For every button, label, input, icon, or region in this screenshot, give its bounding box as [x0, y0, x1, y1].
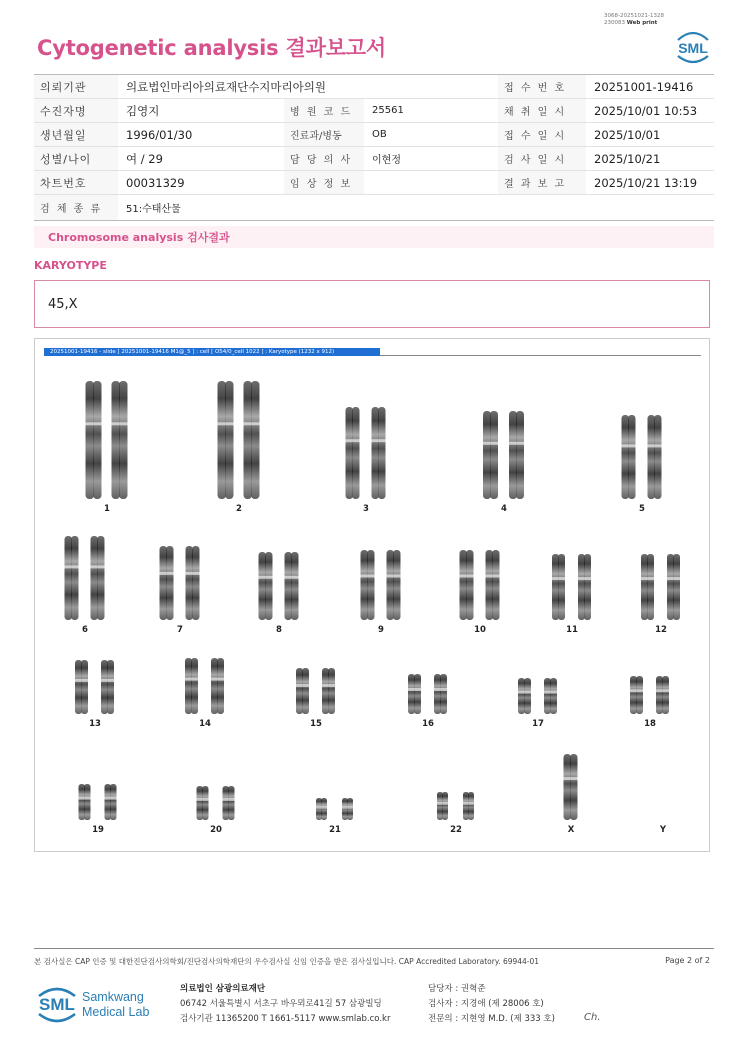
chromosome-label-14: 14 [199, 719, 211, 729]
chromosome-17 [544, 678, 558, 714]
info-row [34, 171, 714, 195]
chromosome-19 [79, 784, 92, 820]
chromosome-8 [259, 552, 274, 620]
chromosome-20 [223, 786, 236, 820]
chromosome-X [564, 754, 579, 820]
value-test-date: 2025/10/21 [594, 151, 661, 166]
karyotype-result: 45,X [34, 280, 710, 328]
value-hospital-code: 25561 [372, 105, 404, 116]
chromosome-18 [630, 676, 644, 714]
chromosome-19 [105, 784, 118, 820]
chromosome-11 [552, 554, 566, 620]
report-title: Cytogenetic analysis 결과보고서 [37, 36, 386, 60]
label-sex-age: 성별/나이 [34, 147, 118, 170]
chromosome-22 [437, 792, 449, 820]
chromosome-8 [285, 552, 300, 620]
label-patient-name: 수진자명 [34, 99, 118, 122]
value-patient-name: 김영지 [126, 103, 160, 118]
label-result-report: 결 과 보 고 [498, 171, 586, 194]
chromosome-1 [112, 381, 129, 499]
samkwang-logo [36, 980, 166, 1028]
chromosome-3 [346, 407, 361, 499]
label-receipt-date: 접 수 일 시 [498, 123, 586, 146]
label-collection-date: 채 취 일 시 [498, 99, 586, 122]
chromosome-7 [160, 546, 175, 620]
chromosome-7 [186, 546, 201, 620]
info-row [34, 123, 714, 147]
value-receipt-date: 2025/10/01 [594, 127, 661, 142]
chromosome-14 [185, 658, 199, 714]
karyotype-label: KARYOTYPE [34, 259, 107, 272]
value-result-report: 2025/10/21 13:19 [594, 175, 698, 190]
value-chart-number: 00031329 [126, 175, 185, 190]
label-clinical-info: 임 상 정 보 [284, 171, 364, 194]
info-row [34, 195, 714, 221]
samkwang-logo-line2: Medical Lab [82, 1005, 150, 1019]
label-physician: 담 당 의 사 [284, 147, 364, 170]
chromosome-label-12: 12 [655, 625, 667, 635]
chromosome-4 [483, 411, 499, 499]
chromosome-11 [578, 554, 592, 620]
chromosome-9 [361, 550, 376, 620]
signature: Ch. [584, 1012, 601, 1023]
chromosome-4 [509, 411, 525, 499]
chromosome-label-15: 15 [310, 719, 322, 729]
chromosome-label-1: 1 [104, 504, 110, 514]
chromosome-label-2: 2 [236, 504, 242, 514]
karyogram-title-divider [380, 355, 701, 356]
staff-in-charge: 담당자 : 권혁준 [428, 984, 486, 994]
chromosome-3 [372, 407, 387, 499]
chromosome-label-9: 9 [378, 625, 384, 635]
chromosome-12 [667, 554, 681, 620]
section-header-result: Chromosome analysis 검사결과 [34, 226, 714, 248]
value-sex-age: 여 / 29 [126, 151, 163, 166]
karyogram-image [35, 339, 711, 853]
value-clinical-info [364, 171, 498, 194]
chromosome-16 [434, 674, 448, 714]
chromosome-label-11: 11 [566, 625, 578, 635]
chromosome-5 [622, 415, 637, 499]
chromosome-15 [296, 668, 310, 714]
patient-info-table [34, 74, 714, 221]
chromosome-10 [486, 550, 501, 620]
chromosome-20 [197, 786, 210, 820]
info-row [34, 147, 714, 171]
organization-contact: 검사기관 11365200 T 1661-5117 www.smlab.co.kr [180, 1014, 391, 1024]
chromosome-label-19: 19 [92, 825, 104, 835]
label-requesting-institution: 의뢰기관 [34, 75, 118, 98]
value-physician: 이현정 [372, 155, 401, 166]
chromosome-2 [244, 381, 261, 499]
chromosome-label-6: 6 [82, 625, 88, 635]
karyogram-panel [34, 338, 710, 852]
organization-address: 06742 서울특별시 서초구 바우뫼로41길 57 삼광빌딩 [180, 999, 382, 1009]
label-department: 진료과/병동 [284, 123, 364, 146]
label-hospital-code: 병 원 코 드 [284, 99, 364, 122]
print-code-line2: 230083 Web print [604, 20, 658, 26]
chromosome-21 [342, 798, 354, 820]
chromosome-label-22: 22 [450, 825, 462, 835]
chromosome-label-X: X [567, 825, 575, 835]
accreditation-note: 본 검사실은 CAP 인증 및 대한진단검사의학회/진단검사의학재단의 우수검사실 신임 인증을 받은 검사실입니다. CAP Accredited Laboratory. 69944-01 [34, 957, 540, 966]
chromosome-label-4: 4 [501, 504, 507, 514]
chromosome-10 [460, 550, 475, 620]
print-code [604, 13, 664, 27]
chromosome-15 [322, 668, 336, 714]
chromosome-1 [86, 381, 103, 499]
chromosome-13 [101, 660, 115, 714]
label-receipt-number: 접 수 번 호 [498, 75, 586, 98]
sml-logo [672, 28, 714, 64]
label-chart-number: 차트번호 [34, 171, 118, 194]
karyogram-title-bar: 20251001-19416 - slide [ 20251001-19416 M1@_5 ] : cell [ O54/0_cell 1022 ] : Karyotype (1232 x 912) [44, 348, 380, 356]
chromosome-13 [75, 660, 89, 714]
chromosome-label-17: 17 [532, 719, 544, 729]
value-specimen-type: 51:수태산물 [126, 204, 181, 215]
chromosome-6 [91, 536, 106, 620]
chromosome-18 [656, 676, 670, 714]
label-specimen-type: 검 체 종 류 [34, 195, 118, 220]
chromosome-label-3: 3 [363, 504, 369, 514]
chromosome-21 [316, 798, 328, 820]
chromosome-label-20: 20 [210, 825, 222, 835]
value-birth-date: 1996/01/30 [126, 127, 193, 142]
chromosome-6 [65, 536, 80, 620]
samkwang-logo-sml: SML [39, 995, 75, 1014]
chromosome-16 [408, 674, 422, 714]
chromosome-17 [518, 678, 532, 714]
chromosome-14 [211, 658, 225, 714]
info-row [34, 75, 714, 99]
staff-tester: 검사자 : 지경애 (제 28006 호) [428, 999, 544, 1009]
page-number: Page 2 of 2 [665, 956, 710, 965]
value-requesting-institution: 의료법인마리아의료재단수지마리아의원 [126, 79, 326, 94]
chromosome-label-5: 5 [639, 504, 645, 514]
samkwang-logo-line1: Samkwang [82, 990, 144, 1004]
sml-logo-text: SML [678, 40, 708, 56]
chromosome-label-16: 16 [422, 719, 434, 729]
organization-name: 의료법인 삼광의료재단 [180, 984, 266, 994]
value-collection-date: 2025/10/01 10:53 [594, 103, 698, 118]
chromosome-2 [218, 381, 235, 499]
staff-specialist: 전문의 : 지현영 M.D. (제 333 호) [428, 1014, 555, 1024]
chromosome-12 [641, 554, 655, 620]
chromosome-label-8: 8 [276, 625, 282, 635]
info-row [34, 99, 714, 123]
chromosome-label-7: 7 [177, 625, 183, 635]
chromosome-label-13: 13 [89, 719, 101, 729]
chromosome-label-10: 10 [474, 625, 486, 635]
staff-info [428, 982, 555, 1027]
value-department: OB [372, 129, 387, 140]
label-birth-date: 생년월일 [34, 123, 118, 146]
chromosome-label-Y: Y [659, 825, 667, 835]
value-receipt-number: 20251001-19416 [594, 79, 694, 94]
chromosome-9 [387, 550, 402, 620]
chromosome-22 [463, 792, 475, 820]
chromosome-label-18: 18 [644, 719, 656, 729]
label-test-date: 검 사 일 시 [498, 147, 586, 170]
organization-info [180, 982, 390, 1027]
print-code-line1: 3068-20251021-1328 [604, 13, 664, 19]
footer-divider [34, 948, 714, 949]
chromosome-label-21: 21 [329, 825, 341, 835]
chromosome-5 [648, 415, 663, 499]
